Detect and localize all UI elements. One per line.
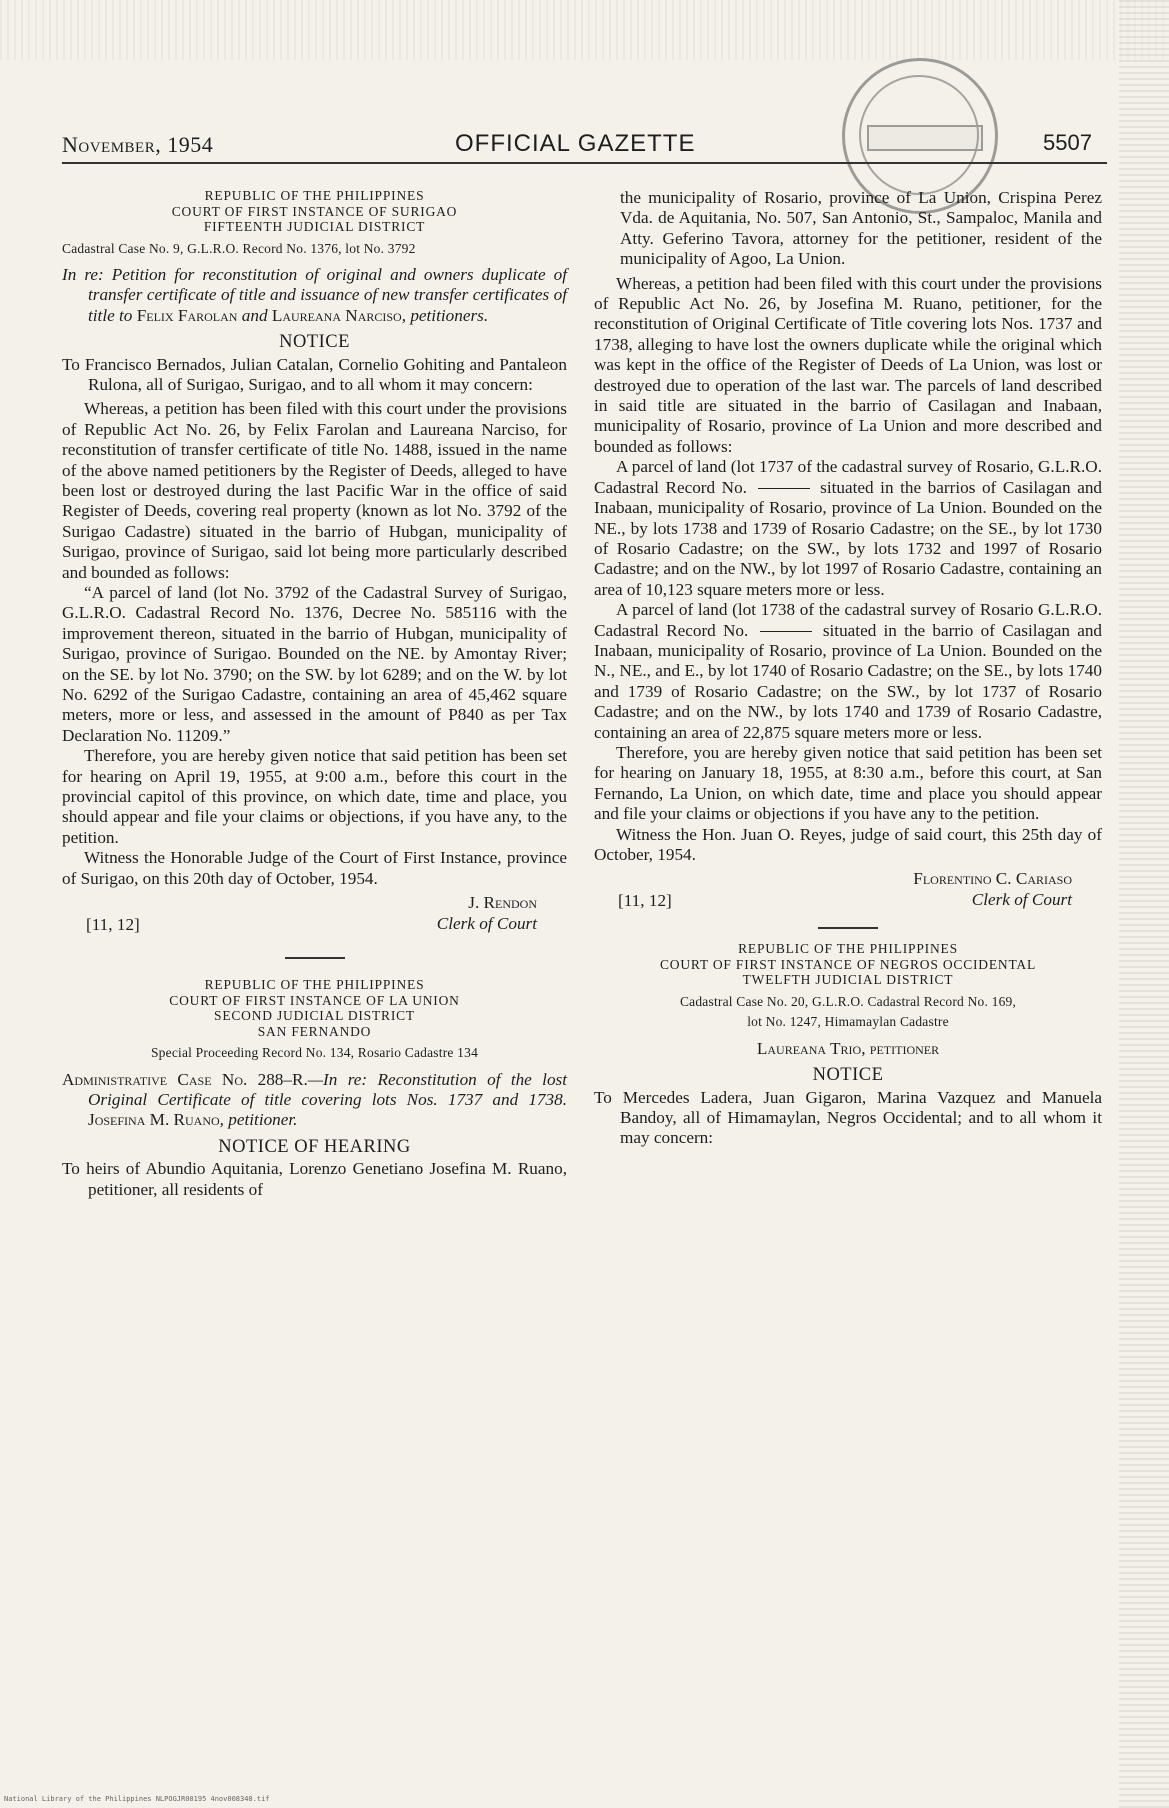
case-subject: —In re: Reconstitution of the lost Original Certificate of title covering lots Nos. 1737 and 1738. bbox=[88, 1069, 567, 1109]
addressees-continued: the municipality of Rosario, province of La Union, Crispina Perez Vda. de Aquitania, No. 507, San Antonio, St., Sampaloc, Manila and Atty. Geferino Tavora, attorney for the petitioner, resident of the municipality of Agoo, La Union. bbox=[620, 188, 1102, 269]
signatory-title: Clerk of Court bbox=[436, 914, 537, 934]
scan-noise-top bbox=[0, 0, 1169, 60]
court-line: REPUBLIC OF THE PHILIPPINES bbox=[204, 188, 425, 203]
court-line: SAN FERNANDO bbox=[257, 1023, 372, 1039]
signatory-name: Florentino C. Cariaso bbox=[913, 869, 1072, 889]
signatory-name: J. Rendon bbox=[468, 893, 537, 913]
record-line: Cadastral Case No. 20, G.L.R.O. Cadastral Record No. 169, bbox=[679, 993, 1017, 1009]
paragraph: “A parcel of land (lot No. 3792 of the Cadastral Survey of Surigao, G.L.R.O. Cadastral Record No. 1376, Decree No. 585116 with the improvement thereon, situated in the barrio of Hubgan, municipality of Surigao, province of Surigao. Bounded on the NE. by Amontay River; on the SE. by lot No. 3790; on the SW. by lot 6289; and on the W. by lot No. 6292 of the Surigao Cadastre, containing an area of 45,462 square meters, more or less, and assessed in the amount of P840 as per Tax Declaration No. 11209.” bbox=[62, 583, 567, 745]
addressees: To Mercedes Ladera, Juan Gigaron, Marina Vazquez and Manuela Bandoy, all of Himamaylan, Negros Occidental; and to all whom it may concern: bbox=[594, 1087, 1102, 1148]
addressees: To heirs of Abundio Aquitania, Lorenzo Genetiano Josefina M. Ruano, petitioner, all residents of bbox=[62, 1159, 567, 1199]
paragraph: Witness the Hon. Juan O. Reyes, judge of said court, this 25th day of October, 1954. bbox=[594, 824, 1102, 864]
in-re-text: In re: Petition for reconstitution of original and owners duplicate of transfer certificate of title and issuance of new transfer certificates of title to bbox=[62, 264, 567, 325]
court-line: REPUBLIC OF THE PHILIPPINES bbox=[204, 977, 425, 993]
court-line: TWELFTH JUDICIAL DISTRICT bbox=[742, 972, 954, 988]
signatory-title: Clerk of Court bbox=[971, 890, 1072, 910]
paragraph: Therefore, you are hereby given notice that said petition has been set for hearing on January 18, 1955, at 8:30 a.m., before this court, at San Fernando, La Union, on which date, time and place you should appear and file your claims or objections if you have any to the petition. bbox=[594, 742, 1102, 824]
issue-reference: [11, 12] bbox=[86, 915, 140, 935]
in-re-end: , petitioners. bbox=[401, 305, 489, 325]
right-column bbox=[594, 188, 1102, 1153]
court-line: COURT OF FIRST INSTANCE OF LA UNION bbox=[169, 992, 460, 1008]
parcel-intro: A parcel of land (lot 1737 of the cadastral survey of Rosario, G.L.R.O. Cadastral Record No. bbox=[594, 457, 1102, 497]
record-line: Special Proceeding Record No. 134, Rosario Cadastre 134 bbox=[150, 1045, 479, 1061]
petitioner-name: Josefina M. Ruano bbox=[88, 1110, 220, 1130]
notice-heading: NOTICE bbox=[812, 1065, 884, 1086]
paragraph: Therefore, you are hereby given notice that said petition has been set for hearing on April 19, 1955, at 9:00 a.m., before this court in the provincial capitol of this province, on which date, time and place, you should appear and file your claims or objections, if you have any, to the petition. bbox=[62, 746, 567, 847]
court-heading-negros bbox=[594, 941, 1102, 988]
court-line: REPUBLIC OF THE PHILIPPINES bbox=[738, 941, 958, 957]
section-divider bbox=[285, 957, 345, 959]
blank-line bbox=[760, 631, 812, 632]
in-re-paragraph bbox=[62, 265, 567, 326]
left-column bbox=[62, 188, 567, 1204]
section-divider bbox=[818, 927, 878, 929]
petitioner-label: , petitioner. bbox=[219, 1110, 298, 1130]
parcel-description: situated in the barrio of Casilagan and Inabaan, municipality of Rosario, province of La Union. Bounded on the N., NE., and E., by lot 1740 of Rosario Cadastre; on the SE., by lots 1740 and 1739 of Rosario Cadastre; on the SW., by lot 1737 of Rosario Cadastre; and on the NW., by lots 1740 and 1739 of Rosario Cadastre, containing an area of 22,875 square meters more or less. bbox=[594, 620, 1103, 742]
paragraph bbox=[594, 457, 1102, 600]
issue-reference: [11, 12] bbox=[618, 891, 672, 911]
header-date: November, 1954 bbox=[62, 132, 214, 157]
page-header bbox=[62, 128, 1112, 162]
petitioner-name: Felix Farolan bbox=[136, 305, 238, 325]
signature-block bbox=[62, 893, 567, 939]
addressees: To Francisco Bernados, Julian Catalan, Cornelio Gohiting and Pantaleon Rulona, all of Surigao, Surigao, and to all whom it may concern: bbox=[62, 354, 567, 394]
blank-line bbox=[758, 488, 810, 489]
court-line: COURT OF FIRST INSTANCE OF NEGROS OCCIDENTAL bbox=[659, 956, 1036, 972]
scan-footer: National Library of the Philippines NLPOGJR00195 4nov008348.tif bbox=[4, 1795, 270, 1803]
petitioner-name: Laureana Narciso bbox=[271, 305, 402, 325]
paragraph: Whereas, a petition has been filed with this court under the provisions of Republic Act No. 26, by Felix Farolan and Laureana Narciso, for reconstitution of transfer certificate of title No. 1488, issued in the name of the above named petitioners by the Register of Deeds, alleged to have been lost or destroyed during the last Pacific War in the office of said Register of Deeds, covering real property (known as lot No. 3792 of the Surigao Cadastre) situated in the barrio of Hubgan, municipality of Surigao, province of Surigao, said lot being more particularly described and bounded as follows: bbox=[62, 399, 567, 582]
scan-noise-right bbox=[1119, 0, 1169, 1808]
petitioner-line: Laureana Trio, petitioner bbox=[756, 1038, 940, 1058]
header-title: OFFICIAL GAZETTE bbox=[455, 130, 696, 157]
case-label: Administrative Case No. 288–R. bbox=[62, 1069, 308, 1089]
parcel-intro: A parcel of land (lot 1738 of the cadastral survey of Rosario G.L.R.O. Cadastral Record No. bbox=[594, 600, 1102, 640]
court-line: SECOND JUDICIAL DISTRICT bbox=[214, 1008, 415, 1024]
paragraph: Witness the Honorable Judge of the Court of First Instance, province of Surigao, on this 20th day of October, 1954. bbox=[62, 848, 567, 888]
court-heading-surigao bbox=[62, 188, 567, 235]
court-line: COURT OF FIRST INSTANCE OF SURIGAO bbox=[171, 203, 458, 219]
notice-heading: NOTICE bbox=[279, 332, 350, 353]
court-heading-la-union bbox=[62, 977, 567, 1039]
record-line: lot No. 1247, Himamaylan Cadastre bbox=[747, 1014, 949, 1030]
header-rule bbox=[62, 162, 1107, 164]
in-re-and: and bbox=[237, 305, 272, 325]
administrative-case bbox=[62, 1070, 567, 1131]
parcel-description: situated in the barrios of Casilagan and Inabaan, municipality of Rosario, province of La Union. Bounded on the NE., by lots 1738 and 1739 of Rosario Cadastre; on the SE., by lot 1730 of Rosario Cadastre; on the SW., by lots 1732 and 1997 of Rosario Cadastre; and on the NW., by lot 1997 of Rosario Cadastre, containing an area of 10,123 square meters more or less. bbox=[594, 477, 1103, 599]
signature-block bbox=[594, 869, 1102, 915]
header-page-number: 5507 bbox=[1043, 130, 1092, 155]
record-line: Cadastral Case No. 9, G.L.R.O. Record No. 1376, lot No. 3792 bbox=[62, 240, 416, 256]
paragraph: Whereas, a petition had been filed with this court under the provisions of Republic Act No. 26, by Josefina M. Ruano, petitioner, for the reconstitution of Original Certificate of Title covering lots Nos. 1737 and 1738, alleging to have lost the owners duplicate while the original which was kept in the office of the Register of Deeds of La Union, was lost or destroyed due to operation of the last war. The parcels of land described in said title are situated in the barrio of Casilagan and Inabaan, municipality of Rosario, province of La Union and more described and bounded as follows: bbox=[594, 273, 1102, 456]
paragraph bbox=[594, 600, 1102, 743]
notice-of-hearing-heading: NOTICE OF HEARING bbox=[218, 1136, 411, 1157]
court-line: FIFTEENTH JUDICIAL DISTRICT bbox=[203, 219, 426, 234]
